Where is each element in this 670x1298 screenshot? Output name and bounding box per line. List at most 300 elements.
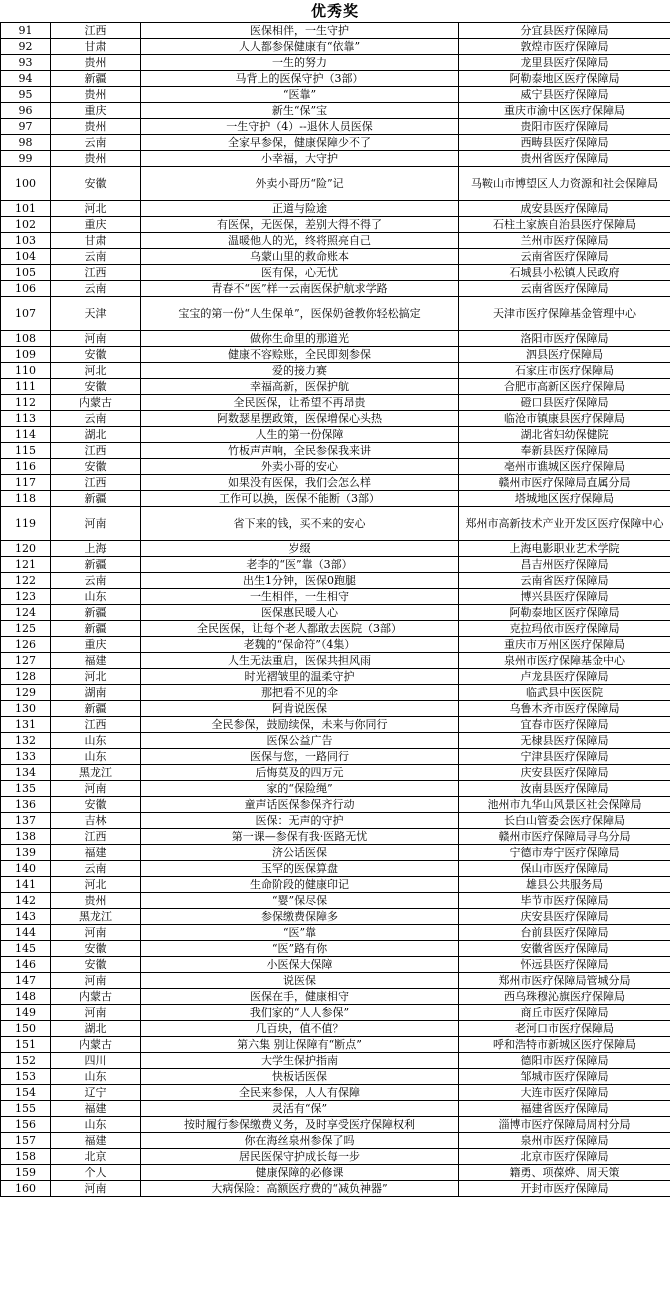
row-unit: 乌鲁木齐市医疗保障局 — [459, 701, 670, 717]
row-work-title: 人生的第一份保障 — [141, 427, 459, 443]
row-province: 河南 — [51, 1181, 141, 1197]
table-row — [1, 475, 670, 491]
row-unit: 成安县医疗保障局 — [459, 201, 670, 217]
row-work-title: “医”路有你 — [141, 941, 459, 957]
table-row — [1, 103, 670, 119]
row-province: 新疆 — [51, 491, 141, 507]
row-province: 河南 — [51, 925, 141, 941]
row-number: 153 — [1, 1069, 51, 1085]
row-province: 云南 — [51, 249, 141, 265]
table-row — [1, 621, 670, 637]
table-row — [1, 653, 670, 669]
row-number: 92 — [1, 39, 51, 55]
row-number: 142 — [1, 893, 51, 909]
row-province: 贵州 — [51, 55, 141, 71]
row-work-title: 家的“保险绳” — [141, 781, 459, 797]
table-row — [1, 39, 670, 55]
row-unit: 邹城市医疗保障局 — [459, 1069, 670, 1085]
row-province: 安徽 — [51, 941, 141, 957]
row-unit: 福建省医疗保障局 — [459, 1101, 670, 1117]
row-province: 福建 — [51, 653, 141, 669]
row-number: 143 — [1, 909, 51, 925]
row-province: 安徽 — [51, 957, 141, 973]
row-work-title: 小医保大保障 — [141, 957, 459, 973]
row-work-title: 医有保，心无忧 — [141, 265, 459, 281]
row-unit: 重庆市渝中区医疗保障局 — [459, 103, 670, 119]
table-row — [1, 217, 670, 233]
row-province: 云南 — [51, 411, 141, 427]
table-row — [1, 637, 670, 653]
row-number: 130 — [1, 701, 51, 717]
row-province: 辽宁 — [51, 1085, 141, 1101]
table-row — [1, 1117, 670, 1133]
row-province: 云南 — [51, 281, 141, 297]
row-province: 重庆 — [51, 103, 141, 119]
table-row — [1, 347, 670, 363]
row-work-title: 居民医保守护成长每一步 — [141, 1149, 459, 1165]
row-unit: 德阳市医疗保障局 — [459, 1053, 670, 1069]
row-work-title: “医”靠 — [141, 925, 459, 941]
table-row — [1, 1181, 670, 1197]
row-unit: 龙里县医疗保障局 — [459, 55, 670, 71]
row-number: 115 — [1, 443, 51, 459]
table-row — [1, 1149, 670, 1165]
row-number: 98 — [1, 135, 51, 151]
row-province: 贵州 — [51, 893, 141, 909]
row-province: 福建 — [51, 1133, 141, 1149]
row-work-title: 说医保 — [141, 973, 459, 989]
row-work-title: 马背上的医保守护（3部） — [141, 71, 459, 87]
row-unit: 郑州市高新技术产业开发区医疗保障中心 — [459, 507, 670, 541]
row-province: 山东 — [51, 1069, 141, 1085]
row-work-title: 玉罕的医保算盘 — [141, 861, 459, 877]
row-unit: 西畴县医疗保障局 — [459, 135, 670, 151]
row-work-title: 那把看不见的伞 — [141, 685, 459, 701]
row-number: 147 — [1, 973, 51, 989]
row-province: 福建 — [51, 1101, 141, 1117]
row-work-title: 有医保，无医保，差别大得不得了 — [141, 217, 459, 233]
row-unit: 阿勒泰地区医疗保障局 — [459, 71, 670, 87]
row-unit: 威宁县医疗保障局 — [459, 87, 670, 103]
table-row — [1, 1021, 670, 1037]
row-work-title: “婴”保尽保 — [141, 893, 459, 909]
table-row — [1, 1037, 670, 1053]
row-work-title: 如果没有医保，我们会怎么样 — [141, 475, 459, 491]
row-province: 河南 — [51, 973, 141, 989]
row-number: 148 — [1, 989, 51, 1005]
row-work-title: 童声话医保参保齐行动 — [141, 797, 459, 813]
row-province: 内蒙古 — [51, 395, 141, 411]
row-number: 159 — [1, 1165, 51, 1181]
row-province: 江西 — [51, 829, 141, 845]
row-province: 黑龙江 — [51, 909, 141, 925]
row-work-title: 新生“保”宝 — [141, 103, 459, 119]
row-work-title: 老魏的“保命符”（4集） — [141, 637, 459, 653]
row-number: 106 — [1, 281, 51, 297]
table-row — [1, 71, 670, 87]
row-work-title: 一生守护（4）--退休人员医保 — [141, 119, 459, 135]
row-number: 110 — [1, 363, 51, 379]
row-number: 109 — [1, 347, 51, 363]
row-unit: 湖北省妇幼保健院 — [459, 427, 670, 443]
row-work-title: 人人都参保健康有“依靠” — [141, 39, 459, 55]
row-number: 93 — [1, 55, 51, 71]
row-unit: 北京市医疗保障局 — [459, 1149, 670, 1165]
row-number: 140 — [1, 861, 51, 877]
table-row — [1, 443, 670, 459]
row-work-title: 医保：无声的守护 — [141, 813, 459, 829]
row-work-title: “医靠” — [141, 87, 459, 103]
row-unit: 老河口市医疗保障局 — [459, 1021, 670, 1037]
row-number: 158 — [1, 1149, 51, 1165]
table-row — [1, 1133, 670, 1149]
row-province: 河北 — [51, 877, 141, 893]
row-number: 120 — [1, 541, 51, 557]
row-work-title: 后悔莫及的四万元 — [141, 765, 459, 781]
row-province: 河南 — [51, 331, 141, 347]
row-work-title: 阿肯说医保 — [141, 701, 459, 717]
row-province: 江西 — [51, 265, 141, 281]
row-unit: 洛阳市医疗保障局 — [459, 331, 670, 347]
table-row — [1, 233, 670, 249]
row-unit: 汝南县医疗保障局 — [459, 781, 670, 797]
row-work-title: 青春不“医”样一云南医保护航求学路 — [141, 281, 459, 297]
table-row — [1, 297, 670, 331]
row-province: 天津 — [51, 297, 141, 331]
row-number: 117 — [1, 475, 51, 491]
row-number: 97 — [1, 119, 51, 135]
table-row — [1, 605, 670, 621]
row-number: 105 — [1, 265, 51, 281]
row-province: 新疆 — [51, 605, 141, 621]
table-row — [1, 765, 670, 781]
table-row — [1, 557, 670, 573]
row-number: 119 — [1, 507, 51, 541]
row-unit: 云南省医疗保障局 — [459, 249, 670, 265]
row-unit: 马鞍山市博望区人力资源和社会保障局 — [459, 167, 670, 201]
row-number: 133 — [1, 749, 51, 765]
row-province: 贵州 — [51, 119, 141, 135]
row-work-title: 出生1分钟，医保0跑腿 — [141, 573, 459, 589]
table-row — [1, 491, 670, 507]
row-work-title: 医保相伴，一生守护 — [141, 23, 459, 39]
row-unit: 磴口县医疗保障局 — [459, 395, 670, 411]
row-province: 湖南 — [51, 685, 141, 701]
table-row — [1, 167, 670, 201]
table-row — [1, 989, 670, 1005]
row-province: 安徽 — [51, 459, 141, 475]
row-work-title: 外卖小哥的安心 — [141, 459, 459, 475]
table-row — [1, 379, 670, 395]
row-work-title: 几百块，值不值？ — [141, 1021, 459, 1037]
row-unit: 云南省医疗保障局 — [459, 573, 670, 589]
row-unit: 分宜县医疗保障局 — [459, 23, 670, 39]
row-number: 121 — [1, 557, 51, 573]
row-work-title: 全民参保，鼓励续保，未来与你同行 — [141, 717, 459, 733]
row-province: 江西 — [51, 475, 141, 491]
row-number: 126 — [1, 637, 51, 653]
row-unit: 天津市医疗保障基金管理中心 — [459, 297, 670, 331]
row-unit: 池州市九华山风景区社会保障局 — [459, 797, 670, 813]
row-work-title: 幸福高新，医保护航 — [141, 379, 459, 395]
page-title: 优秀奖 — [310, 2, 359, 20]
row-unit: 长白山管委会医疗保障局 — [459, 813, 670, 829]
row-number: 135 — [1, 781, 51, 797]
row-unit: 昌吉州医疗保障局 — [459, 557, 670, 573]
table-row — [1, 941, 670, 957]
row-unit: 宁津县医疗保障局 — [459, 749, 670, 765]
row-unit: 泉州市医疗保障基金中心 — [459, 653, 670, 669]
row-unit: 籍勇、项葆烨、周天策 — [459, 1165, 670, 1181]
table-row — [1, 1085, 670, 1101]
row-number: 102 — [1, 217, 51, 233]
table-row — [1, 717, 670, 733]
row-unit: 卢龙县医疗保障局 — [459, 669, 670, 685]
row-unit: 赣州市医疗保障局直属分局 — [459, 475, 670, 491]
row-work-title: 参保缴费保障多 — [141, 909, 459, 925]
row-number: 152 — [1, 1053, 51, 1069]
row-unit: 上海电影职业艺术学院 — [459, 541, 670, 557]
row-province: 云南 — [51, 573, 141, 589]
row-unit: 安徽省医疗保障局 — [459, 941, 670, 957]
row-number: 144 — [1, 925, 51, 941]
row-province: 甘肃 — [51, 39, 141, 55]
row-province: 河南 — [51, 1005, 141, 1021]
row-province: 福建 — [51, 845, 141, 861]
row-unit: 合肥市高新区医疗保障局 — [459, 379, 670, 395]
row-province: 个人 — [51, 1165, 141, 1181]
row-work-title: 济公话医保 — [141, 845, 459, 861]
row-province: 甘肃 — [51, 233, 141, 249]
row-unit: 云南省医疗保障局 — [459, 281, 670, 297]
row-province: 云南 — [51, 861, 141, 877]
row-work-title: 全民医保，让每个老人都敢去医院（3部） — [141, 621, 459, 637]
table-row — [1, 411, 670, 427]
table-row — [1, 1005, 670, 1021]
row-province: 山东 — [51, 733, 141, 749]
row-province: 新疆 — [51, 701, 141, 717]
row-number: 132 — [1, 733, 51, 749]
row-work-title: 全民医保，让希望不再昂贵 — [141, 395, 459, 411]
row-number: 104 — [1, 249, 51, 265]
row-work-title: 正道与险途 — [141, 201, 459, 217]
table-row — [1, 669, 670, 685]
row-unit: 无棣县医疗保障局 — [459, 733, 670, 749]
table-row — [1, 249, 670, 265]
row-province: 贵州 — [51, 151, 141, 167]
row-work-title: 一生相伴，一生相守 — [141, 589, 459, 605]
row-unit: 泗县医疗保障局 — [459, 347, 670, 363]
row-province: 安徽 — [51, 797, 141, 813]
table-row — [1, 877, 670, 893]
row-work-title: 大病保险：高额医疗费的“减负神器” — [141, 1181, 459, 1197]
row-province: 吉林 — [51, 813, 141, 829]
row-number: 151 — [1, 1037, 51, 1053]
row-work-title: 竹板声声响，全民参保我来讲 — [141, 443, 459, 459]
row-unit: 毕节市医疗保障局 — [459, 893, 670, 909]
table-row — [1, 973, 670, 989]
row-work-title: 省下来的钱，买不来的安心 — [141, 507, 459, 541]
row-work-title: 生命阶段的健康印记 — [141, 877, 459, 893]
row-number: 99 — [1, 151, 51, 167]
row-unit: 雄县公共服务局 — [459, 877, 670, 893]
row-number: 154 — [1, 1085, 51, 1101]
row-number: 113 — [1, 411, 51, 427]
row-work-title: 温暖他人的光，终将照亮自己 — [141, 233, 459, 249]
row-province: 上海 — [51, 541, 141, 557]
row-work-title: 人生无法重启，医保共担风雨 — [141, 653, 459, 669]
table-row — [1, 749, 670, 765]
row-number: 139 — [1, 845, 51, 861]
table-row — [1, 733, 670, 749]
row-number: 101 — [1, 201, 51, 217]
row-unit: 赣州市医疗保障局寻乌分局 — [459, 829, 670, 845]
table-row — [1, 957, 670, 973]
row-number: 136 — [1, 797, 51, 813]
table-row — [1, 573, 670, 589]
row-work-title: 大学生保护指南 — [141, 1053, 459, 1069]
table-row — [1, 331, 670, 347]
row-number: 146 — [1, 957, 51, 973]
table-row — [1, 829, 670, 845]
row-number: 100 — [1, 167, 51, 201]
row-unit: 敦煌市医疗保障局 — [459, 39, 670, 55]
row-number: 138 — [1, 829, 51, 845]
table-row — [1, 119, 670, 135]
row-unit: 贵州省医疗保障局 — [459, 151, 670, 167]
row-number: 131 — [1, 717, 51, 733]
row-province: 山东 — [51, 749, 141, 765]
row-province: 湖北 — [51, 1021, 141, 1037]
table-row — [1, 909, 670, 925]
row-unit: 庆安县医疗保障局 — [459, 765, 670, 781]
row-work-title: 医保公益广告 — [141, 733, 459, 749]
row-number: 118 — [1, 491, 51, 507]
row-number: 150 — [1, 1021, 51, 1037]
row-unit: 郑州市医疗保障局管城分局 — [459, 973, 670, 989]
row-unit: 亳州市谯城区医疗保障局 — [459, 459, 670, 475]
row-work-title: 全家早参保，健康保障少不了 — [141, 135, 459, 151]
row-number: 149 — [1, 1005, 51, 1021]
row-number: 134 — [1, 765, 51, 781]
row-province: 安徽 — [51, 167, 141, 201]
row-number: 128 — [1, 669, 51, 685]
row-work-title: 健康保障的必修课 — [141, 1165, 459, 1181]
table-row — [1, 1101, 670, 1117]
row-province: 新疆 — [51, 557, 141, 573]
row-province: 贵州 — [51, 87, 141, 103]
table-row — [1, 281, 670, 297]
row-unit: 重庆市万州区医疗保障局 — [459, 637, 670, 653]
row-work-title: 岁缀 — [141, 541, 459, 557]
row-work-title: 宝宝的第一份“人生保单”，医保奶爸教你轻松搞定 — [141, 297, 459, 331]
row-number: 156 — [1, 1117, 51, 1133]
row-number: 145 — [1, 941, 51, 957]
row-unit: 西乌珠穆沁旗医疗保障局 — [459, 989, 670, 1005]
row-province: 江西 — [51, 443, 141, 459]
row-number: 96 — [1, 103, 51, 119]
table-row — [1, 265, 670, 281]
table-row — [1, 1165, 670, 1181]
row-number: 125 — [1, 621, 51, 637]
table-row — [1, 427, 670, 443]
row-number: 103 — [1, 233, 51, 249]
row-province: 江西 — [51, 23, 141, 39]
row-work-title: 小幸福，大守护 — [141, 151, 459, 167]
row-province: 河北 — [51, 363, 141, 379]
row-unit: 临武县中医医院 — [459, 685, 670, 701]
row-number: 137 — [1, 813, 51, 829]
table-row — [1, 589, 670, 605]
table-row — [1, 1053, 670, 1069]
row-province: 云南 — [51, 135, 141, 151]
row-work-title: 全民来参保，人人有保障 — [141, 1085, 459, 1101]
row-work-title: 按时履行参保缴费义务，及时享受医疗保障权利 — [141, 1117, 459, 1133]
row-work-title: 健康不容赊账，全民即刻参保 — [141, 347, 459, 363]
row-number: 91 — [1, 23, 51, 39]
row-unit: 开封市医疗保障局 — [459, 1181, 670, 1197]
row-number: 108 — [1, 331, 51, 347]
row-province: 北京 — [51, 1149, 141, 1165]
row-unit: 石家庄市医疗保障局 — [459, 363, 670, 379]
row-unit: 阿勒泰地区医疗保障局 — [459, 605, 670, 621]
row-work-title: 乌蒙山里的救命账本 — [141, 249, 459, 265]
row-work-title: 时光褶皱里的温柔守护 — [141, 669, 459, 685]
table-row — [1, 893, 670, 909]
row-unit: 宜春市医疗保障局 — [459, 717, 670, 733]
table-row — [1, 701, 670, 717]
row-work-title: 老李的“医”靠（3部） — [141, 557, 459, 573]
row-number: 122 — [1, 573, 51, 589]
row-province: 安徽 — [51, 347, 141, 363]
table-row — [1, 87, 670, 103]
row-work-title: 第一课—参保有我·医路无忧 — [141, 829, 459, 845]
row-work-title: 我们家的“人人参保” — [141, 1005, 459, 1021]
row-unit: 呼和浩特市新城区医疗保障局 — [459, 1037, 670, 1053]
row-number: 141 — [1, 877, 51, 893]
row-province: 重庆 — [51, 637, 141, 653]
row-unit: 台前县医疗保障局 — [459, 925, 670, 941]
row-number: 95 — [1, 87, 51, 103]
table-row — [1, 781, 670, 797]
row-work-title: 医保与您，一路同行 — [141, 749, 459, 765]
row-province: 内蒙古 — [51, 1037, 141, 1053]
row-province: 河南 — [51, 781, 141, 797]
row-number: 114 — [1, 427, 51, 443]
row-number: 160 — [1, 1181, 51, 1197]
table-row — [1, 55, 670, 71]
row-unit: 贵阳市医疗保障局 — [459, 119, 670, 135]
row-province: 河北 — [51, 669, 141, 685]
table-row — [1, 925, 670, 941]
row-unit: 保山市医疗保障局 — [459, 861, 670, 877]
row-province: 河北 — [51, 201, 141, 217]
row-unit: 淄博市医疗保障局周村分局 — [459, 1117, 670, 1133]
table-row — [1, 507, 670, 541]
table-row — [1, 861, 670, 877]
table-row — [1, 1069, 670, 1085]
row-number: 94 — [1, 71, 51, 87]
row-number: 112 — [1, 395, 51, 411]
row-number: 111 — [1, 379, 51, 395]
table-row — [1, 845, 670, 861]
row-province: 山东 — [51, 589, 141, 605]
row-work-title: 灵活有“保” — [141, 1101, 459, 1117]
table-row — [1, 363, 670, 379]
row-unit: 庆安县医疗保障局 — [459, 909, 670, 925]
row-work-title: 做你生命里的那道光 — [141, 331, 459, 347]
row-province: 新疆 — [51, 621, 141, 637]
